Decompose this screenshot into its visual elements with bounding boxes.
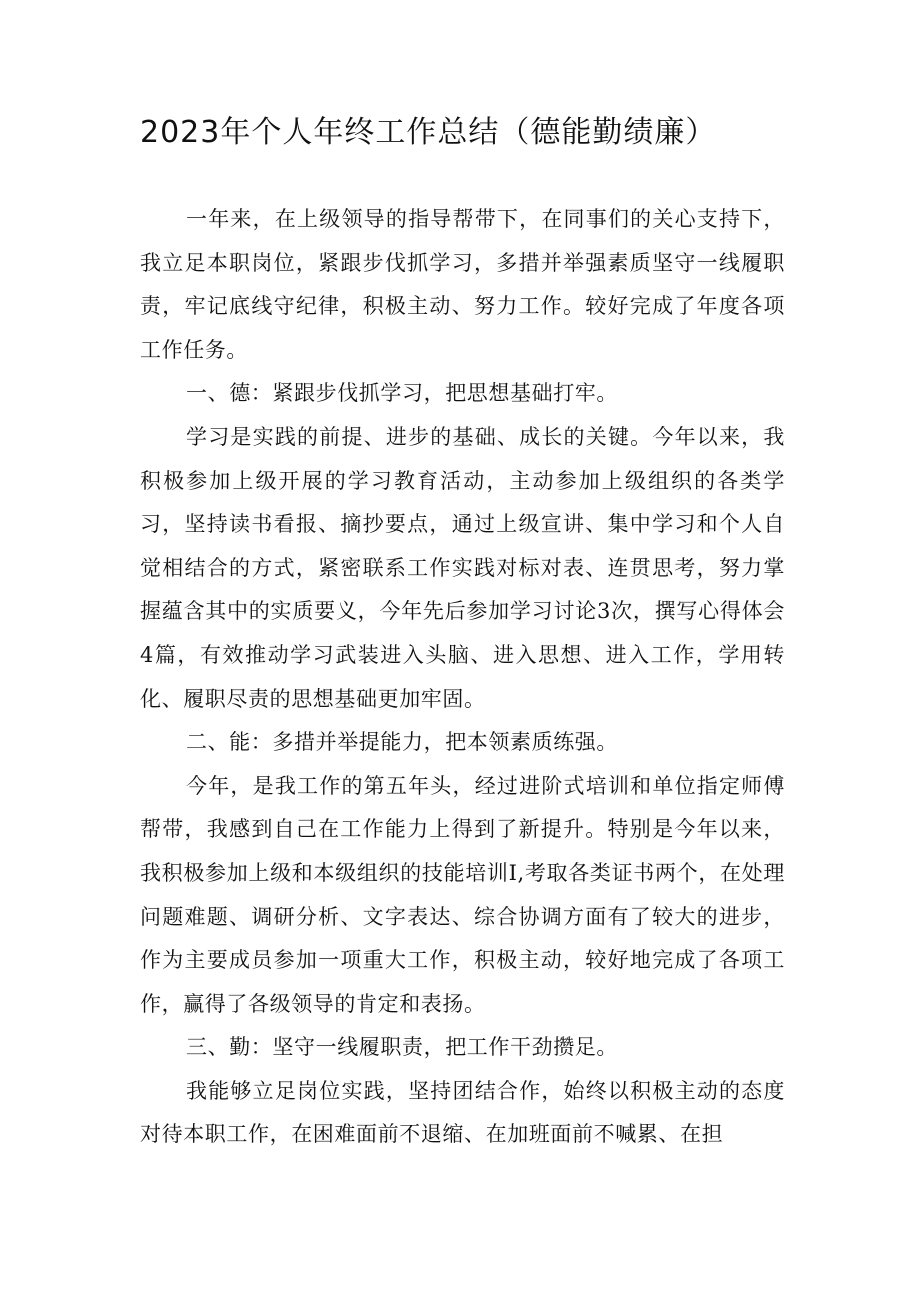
document-title: 2023年个人年终工作总结（德能勤绩廉） <box>140 115 717 150</box>
paragraph-de: 学习是实践的前提、进步的基础、成长的关键。今年以来，我积极参加上级开展的学习教育活动，主动参加上级组织的各类学习，坚持读书看报、摘抄要点，通过上级宣讲、集中学习和个人自觉相结合的方式，紧密联系工作实践对标对表、连贯思考，努力掌握蕴含其中的实质要义，今年先后参加学习讨论3次，撰写心得体会4篇，有效推动学习武装进入头脑、进入思想、进入工作，学用转化、履职尽责的思想基础更加牢固。 <box>140 424 785 711</box>
document-body <box>140 198 785 1157</box>
paragraph-neng: 今年，是我工作的第五年头，经过进阶式培训和单位指定师傅帮带，我感到自己在工作能力上得到了新提升。特别是今年以来，我积极参加上级和本级组织的技能培训I,考取各类证书两个，在处理问题难题、调研分析、文字表达、综合协调方面有了较大的进步，作为主要成员参加一项重大工作，积极主动，较好地完成了各项工作，赢得了各级领导的肯定和表扬。 <box>140 773 785 1016</box>
heading-neng: 二、能：多措并举提能力，把本领素质练强。 <box>186 730 618 755</box>
paragraph-qin: 我能够立足岗位实践，坚持团结合作，始终以积极主动的态度对待本职工作，在困难面前不退缩、在加班面前不喊累、在担 <box>140 1078 785 1147</box>
heading-de: 一、德：紧跟步伐抓学习，把思想基础打牢。 <box>186 381 618 406</box>
paragraph-intro: 一年来，在上级领导的指导帮带下，在同事们的关心支持下，我立足本职岗位，紧跟步伐抓学习，多措并举强素质坚守一线履职责，牢记底线守纪律，积极主动、努力工作。较好完成了年度各项工作任务。 <box>140 207 785 362</box>
heading-qin: 三、勤：坚守一线履职责，把工作干劲攒足。 <box>186 1035 618 1060</box>
